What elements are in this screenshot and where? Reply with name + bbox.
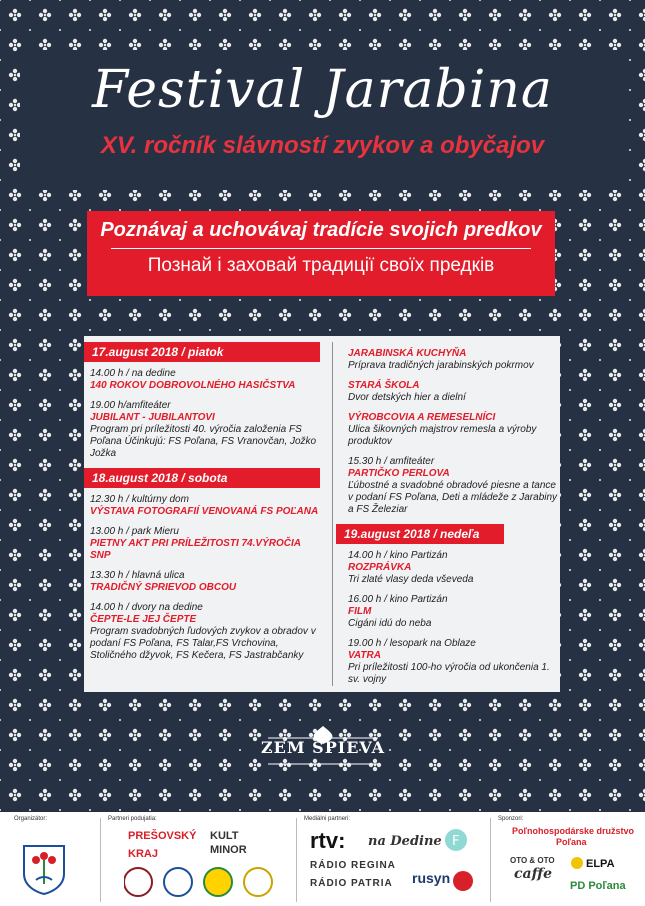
partner-seals-icon <box>124 864 274 900</box>
event-desc: Program svadobných ľudových zvykov a obradov v podaní FS Poľana, FS Talar,FS Vrchovina, Stoličného džyvok, FS Kečera, FS Jastrabčanky <box>90 626 316 661</box>
oto-caffe-logo-line2: caffe <box>514 866 553 882</box>
event-desc: Príprava tradičných jarabinských pokrmov <box>348 360 534 371</box>
event-desc: Ľúbostné a svadobné obradové piesne a tance v podaní FS Poľana, Deti a mládeže z Jarabiny a FS Železiar <box>348 480 558 515</box>
event-name: VATRA <box>348 650 381 661</box>
slogan-banner <box>87 211 555 296</box>
event-desc: Tri zlaté vlasy deda vševeda <box>348 574 474 585</box>
sponsors-section <box>498 816 523 822</box>
sponsors-label: Sponzori: <box>498 816 524 822</box>
event-name: JARABINSKÁ KUCHYŇA <box>348 348 467 359</box>
event-time: 19.00 h / lesopark na Oblaze <box>348 638 476 649</box>
event-time: 14.00 h / dvory na dedine <box>90 602 203 613</box>
footer-divider <box>490 818 491 902</box>
logo-text: ZEM SPIEVA <box>260 738 385 757</box>
slogan-ukrainian: Познай і заховай традиції своїх предків <box>147 255 495 276</box>
festival-title: Festival Jarabina <box>92 60 553 120</box>
event-desc: Ulica šikovných majstrov remesla a výroby produktov <box>348 424 537 447</box>
footer-sponsors <box>0 812 645 906</box>
event-time: 14.00 h / kino Partizán <box>348 550 448 561</box>
kult-minor-logo: KULT <box>210 830 239 842</box>
rtv-logo: rtv: <box>310 828 346 853</box>
event-item <box>84 368 320 392</box>
event-item <box>342 412 558 448</box>
event-item <box>342 380 558 404</box>
event-item <box>84 526 320 562</box>
slogan-slovak: Poznávaj a uchovávaj tradície svojich predkov <box>100 219 542 241</box>
event-item <box>342 456 558 516</box>
event-name: STARÁ ŠKOLA <box>348 380 420 391</box>
event-time: 12.30 h / kultúrny dom <box>90 494 189 505</box>
na-dedine-logo: na Dedine <box>368 834 442 849</box>
event-name: TRADIČNÝ SPRIEVOD OBCOU <box>90 582 237 593</box>
rusyn-fm-logo: rusyn <box>412 870 451 886</box>
event-time: 14.00 h / na dedine <box>90 368 176 379</box>
footer-divider <box>296 818 297 902</box>
event-name: PIETNY AKT PRI PRÍLEŽITOSTI 74.VÝROČIA SNP <box>90 538 301 561</box>
radio-patria-logo: RÁDIO PATRIA <box>310 878 393 889</box>
footer-divider <box>100 818 101 902</box>
banner-divider <box>111 248 531 249</box>
event-item <box>84 602 320 662</box>
organizer-label: Organizátor: <box>14 816 48 822</box>
event-name: PARTIČKO PERLOVA <box>348 468 450 479</box>
event-name: JUBILANT - JUBILANTOVI <box>90 412 215 423</box>
event-time: 13.30 h / hlavná ulica <box>90 570 185 581</box>
program-left-column <box>84 336 320 670</box>
pd-polana-sponsor-name: Poľnohospodárske družstvo <box>512 826 634 836</box>
event-item <box>342 638 558 686</box>
fm-circle-icon <box>452 870 474 892</box>
event-desc: Dvor detských hier a dielní <box>348 392 466 403</box>
event-name: ROZPRÁVKA <box>348 562 412 573</box>
presov-kraj-logo: PREŠOVSKÝ <box>128 830 197 842</box>
f-circle-icon <box>444 828 468 852</box>
event-name: 140 ROKOV DOBROVOLNÉHO HASIČSTVA <box>90 380 296 391</box>
organizer-section <box>14 816 47 822</box>
festival-subtitle: XV. ročník slávností zvykov a obyčajov <box>100 132 545 159</box>
event-name: VÝROBCOVIA A REMESELNÍCI <box>348 412 496 423</box>
elpa-logo: ELPA <box>586 858 615 870</box>
village-crest-icon <box>22 844 66 896</box>
media-label: Mediálni partneri: <box>304 816 351 822</box>
day-header-saturday: 18.august 2018 / sobota <box>84 468 320 488</box>
zem-spieva-logo <box>258 724 388 774</box>
event-name: FILM <box>348 606 372 617</box>
event-item <box>342 348 558 372</box>
event-time: 19.00 h/amfiteáter <box>90 400 171 411</box>
partners-label: Partneri podujatia: <box>108 816 157 822</box>
column-divider <box>332 342 333 686</box>
event-desc: Program pri príležitosti 40. výročia založenia FS Poľana Účinkujú: FS Poľana, FS Vranovčan, Jožko Jožka <box>90 424 317 459</box>
pd-polana-sponsor-name-line2: Poľana <box>556 837 587 847</box>
event-desc: Cigáni idú do neba <box>348 618 432 629</box>
event-name: VÝSTAVA FOTOGRAFIÍ VENOVANÁ FS POĽANA <box>90 506 319 517</box>
event-desc: Pri príležitosti 100-ho výročia od ukončenia 1. sv. vojny <box>348 662 550 685</box>
radio-regina-logo: RÁDIO REGINA <box>310 860 396 871</box>
event-time: 13.00 h / park Mieru <box>90 526 179 537</box>
kult-minor-logo-line2: MINOR <box>210 844 247 856</box>
event-item <box>84 570 320 594</box>
program-panel <box>84 336 560 692</box>
event-item <box>342 550 558 586</box>
event-item <box>342 594 558 630</box>
program-right-column <box>342 336 558 694</box>
oto-caffe-logo: OTO & OTO <box>510 856 555 865</box>
event-name: ČEPTE-LE JEJ ČEPTE <box>90 614 197 625</box>
event-item <box>84 400 320 460</box>
pd-polana-logo: PD Poľana <box>570 880 626 892</box>
media-section <box>304 816 350 822</box>
event-time: 15.30 h / amfiteáter <box>348 456 435 467</box>
elpa-icon <box>570 856 584 870</box>
svg-text:F: F <box>452 834 460 849</box>
day-header-sunday: 19.august 2018 / nedeľa <box>336 524 504 544</box>
event-item <box>84 494 320 518</box>
partners-section <box>108 816 157 822</box>
day-header-friday: 17.august 2018 / piatok <box>84 342 320 362</box>
presov-kraj-logo-line2: KRAJ <box>128 848 158 860</box>
event-time: 16.00 h / kino Partizán <box>348 594 448 605</box>
